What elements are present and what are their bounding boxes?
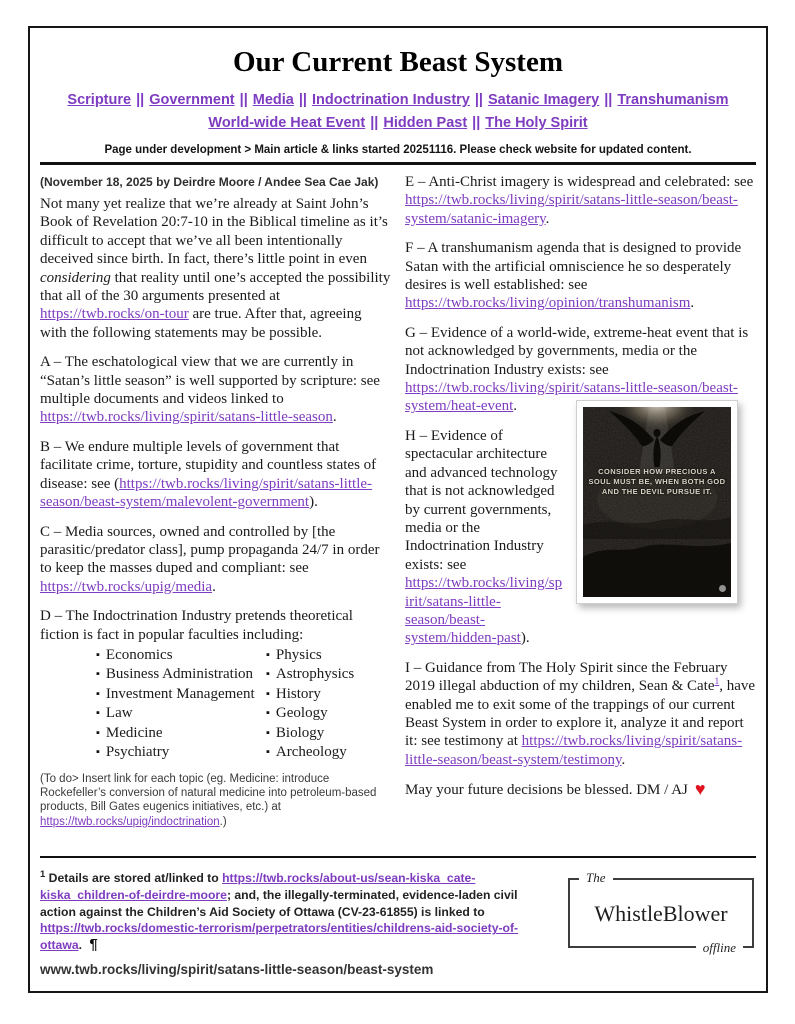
right-column	[405, 173, 756, 845]
list-item: ▪ Law	[96, 704, 266, 724]
blessing-line: May your future decisions be blessed. DM / AJ ♥	[405, 779, 706, 800]
link-malevolent-government[interactable]: https://twb.rocks/living/spirit/satans-little-season/beast-system/malevolent-government	[40, 475, 373, 511]
photo-frame	[576, 400, 738, 604]
paragraph-i: I – Guidance from The Holy Spirit since the February 2019 illegal abduction of my children, Sean & Cate$^1$, have enabled me to exit some of the trappings of our current Beast System in order to explore it, analyze it and report it: see testimony at https://twb.rocks/living/spirit/satans-little-season/beast-system/testimony.	[405, 659, 756, 768]
byline: (November 18, 2025 by Deirdre Moore / Andee Sea Cae Jak)	[40, 175, 379, 189]
faculties-column-1	[96, 646, 266, 763]
nav-separator: ||	[370, 115, 379, 131]
nav-separator: ||	[136, 92, 145, 108]
paragraph-f: F – A transhumanism agenda that is designed to provide Satan with the artificial omniscience he so desperately desires is well established: see https://twb.rocks/living/opinion/transhumanism.	[405, 240, 742, 312]
nav-link-satanic-imagery[interactable]: Satanic Imagery	[488, 92, 600, 108]
pilcrow-icon: ¶	[89, 936, 98, 954]
link-satans-little-season[interactable]: https://twb.rocks/living/spirit/satans-little-season	[40, 409, 333, 426]
logo-the-label: The	[579, 870, 613, 886]
photo-caption: CONSIDER HOW PRECIOUS A SOUL MUST BE, WHEN BOTH GOD AND THE DEVIL PURSUE IT.	[588, 466, 726, 496]
watermark-icon	[719, 585, 726, 592]
footnote-number: 1	[40, 868, 46, 880]
link-hidden-past[interactable]: https://twb.rocks/living/spirit/satans-little-season/beast-system/hidden-past	[405, 575, 563, 647]
nav-separator: ||	[298, 92, 307, 108]
nav-row-2	[40, 112, 756, 135]
paragraph-e: E – Anti-Christ imagery is widespread and celebrated: see https://twb.rocks/living/spirit/satans-little-season/beast-system/satanic-imagery.	[405, 174, 754, 227]
nav-link-government[interactable]: Government	[149, 92, 235, 108]
nav-row-1	[40, 89, 756, 112]
footer-section	[40, 856, 756, 954]
page-border	[28, 26, 768, 993]
nav-separator: ||	[604, 92, 613, 108]
angel-artwork-graphic	[583, 407, 731, 597]
footnote: $^1$ Details are stored at/linked to https://twb.rocks/about-us/sean-kiska_cate-kiska_children-of-deirdre-moore; and, the illegally-terminated, evidence-laden civil action against the Children’s Aid Society of Ottawa (CV-23-61855) is linked to https://twb.rocks/domestic-terrorism/perpetrators/entities/childrens-aid-society-of-ottawa. ¶	[40, 868, 519, 954]
nav-link-transhumanism[interactable]: Transhumanism	[617, 92, 729, 108]
nav-separator: ||	[472, 115, 481, 131]
angel-artwork	[583, 407, 731, 597]
nav-link-scripture[interactable]: Scripture	[67, 92, 132, 108]
nav-link-the-holy-spirit[interactable]: The Holy Spirit	[485, 115, 588, 131]
page-url: www.twb.rocks/living/spirit/satans-little-season/beast-system	[40, 962, 434, 977]
link-upig-media[interactable]: https://twb.rocks/upig/media	[40, 578, 213, 595]
link-transhumanism[interactable]: https://twb.rocks/living/opinion/transhumanism	[405, 295, 691, 312]
list-item: ▪ Archeology	[266, 743, 391, 763]
list-item: ▪ Medicine	[96, 724, 266, 744]
list-item: ▪ Business Administration	[96, 665, 266, 685]
faculties-list	[96, 646, 391, 763]
nav-link-indoctrination-industry[interactable]: Indoctrination Industry	[311, 92, 470, 108]
link-childrens-aid-society[interactable]: https://twb.rocks/domestic-terrorism/perpetrators/entities/childrens-aid-society-of-ottawa	[40, 921, 519, 953]
list-item: ▪ History	[266, 685, 391, 705]
development-note: Page under development > Main article & links started 20251116. Please check website for updated content.	[104, 144, 692, 156]
list-item: ▪ Investment Management	[96, 685, 266, 705]
paragraph-g: G – Evidence of a world-wide, extreme-heat event that is not acknowledged by governments, media or the Indoctrination Industry exists: see https://twb.rocks/living/spirit/satans-little-season/beast-system/heat-event.	[405, 324, 749, 415]
paragraph-c: C – Media sources, owned and controlled by [the parasitic/predator class], pump propaganda 24/7 in order to keep the masses duped and compliant: see https://twb.rocks/upig/media.	[40, 523, 380, 595]
two-column-body	[40, 173, 756, 845]
list-item: ▪ Geology	[266, 704, 391, 724]
nav-separator: ||	[474, 92, 483, 108]
paragraph-a: A – The eschatological view that we are currently in “Satan’s little season” is well supported by scripture: see multiple documents and videos linked to https://twb.rocks/living/spirit/satans-little-season.	[40, 354, 380, 426]
todo-note: (To do> Insert link for each topic (eg. Medicine: introduce Rockefeller’s conversion of natural medicine into petroleum-based products, Bill Gates eugenics initiatives, etc.) at https://twb.rocks/upig/indoctrination.)	[40, 772, 377, 828]
list-item: ▪ Psychiatry	[96, 743, 266, 763]
intro-paragraph: Not many yet realize that we’re already at Saint John’s Book of Revelation 20:7-10 in the Biblical timeline as it’s difficult to accept that we’ve all been intentionally deceived since birth. In fact, there’s little point in even considering that reality until one’s accepted the possibility that all of the 30 arguments presented at https://twb.rocks/on-tour are true. After that, agreeing with the following statements may be possible.	[40, 196, 391, 341]
nav-link-hidden-past[interactable]: Hidden Past	[383, 115, 468, 131]
faculties-column-2	[266, 646, 391, 763]
footer-divider	[40, 856, 756, 858]
nav-link-world-wide-heat-event[interactable]: World-wide Heat Event	[208, 115, 366, 131]
page-title: Our Current Beast System	[233, 46, 563, 78]
footer-row	[40, 870, 756, 954]
nav-links	[40, 89, 756, 135]
link-testimony[interactable]: https://twb.rocks/living/spirit/satans-little-season/beast-system/testimony	[405, 733, 743, 768]
left-column	[40, 173, 391, 845]
logo-offline-label: offline	[696, 940, 743, 956]
footnote-reference-link[interactable]: 1	[714, 677, 720, 688]
list-item: ▪ Astrophysics	[266, 665, 391, 685]
logo-name: WhistleBlower	[594, 901, 728, 927]
whistleblower-logo	[568, 870, 754, 955]
link-satanic-imagery[interactable]: https://twb.rocks/living/spirit/satans-little-season/beast-system/satanic-imagery	[405, 192, 738, 227]
paragraph-h: H – Evidence of spectacular architecture and advanced technology that is not acknowledged by current governments, media or the Indoctrination Industry exists: see https://twb.rocks/living/spirit/satans-little-season/beast-system/hidden-past).	[405, 427, 563, 647]
list-item: ▪ Biology	[266, 724, 391, 744]
link-on-tour[interactable]: https://twb.rocks/on-tour	[40, 306, 189, 323]
paragraph-d: D – The Indoctrination Industry pretends theoretical fiction is fact in popular faculties including:	[40, 608, 353, 643]
link-heat-event[interactable]: https://twb.rocks/living/spirit/satans-little-season/beast-system/heat-event	[405, 380, 738, 415]
header-divider	[40, 162, 756, 165]
list-item: ▪ Economics	[96, 646, 266, 666]
list-item: ▪ Physics	[266, 646, 391, 666]
nav-separator: ||	[239, 92, 248, 108]
paragraph-b: B – We endure multiple levels of government that facilitate crime, torture, stupidity and countless states of disease: see (https://twb.rocks/living/spirit/satans-little-season/beast-system/malevolent-government).	[40, 438, 377, 511]
link-children-of-deirdre-moore[interactable]: https://twb.rocks/about-us/sean-kiska_cate-kiska_children-of-deirdre-moore	[40, 871, 476, 902]
nav-link-media[interactable]: Media	[252, 92, 294, 108]
link-upig-indoctrination[interactable]: https://twb.rocks/upig/indoctrination	[40, 815, 220, 828]
heart-icon: ♥	[694, 779, 706, 800]
